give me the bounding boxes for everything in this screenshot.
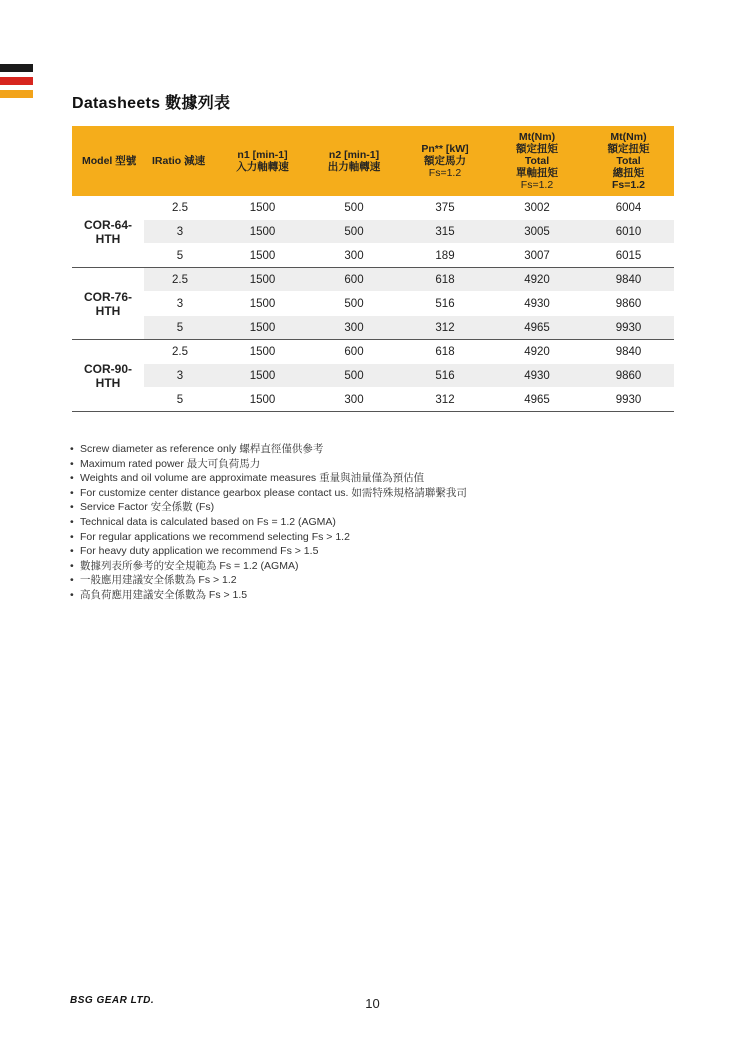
note-item: [70, 515, 467, 530]
note-item: [70, 530, 467, 545]
flag-stripe-gold: [0, 90, 33, 98]
n2-cell: 500: [309, 196, 399, 220]
model-cell: COR-90-HTH: [72, 340, 144, 412]
n1-cell: 1500: [216, 220, 309, 244]
n2-cell: 600: [309, 268, 399, 292]
mt-single-cell: 4930: [491, 292, 583, 316]
header-pn-line: Pn** [kW]: [421, 143, 469, 155]
n1-cell: 1500: [216, 268, 309, 292]
header-mt-single: [491, 126, 583, 196]
flag-stripe-red: [0, 77, 33, 85]
mt-total-cell: 9860: [583, 364, 674, 388]
bullet-icon: •: [70, 443, 74, 455]
mt-single-cell: 3005: [491, 220, 583, 244]
bullet-icon: •: [70, 545, 74, 558]
header-mt-total: [583, 126, 674, 196]
table-row: [72, 340, 674, 364]
header-mt-total-line: 總扭矩: [612, 167, 645, 179]
mt-single-cell: 3002: [491, 196, 583, 220]
header-n2: [309, 126, 399, 196]
n1-cell: 1500: [216, 340, 309, 364]
n1-cell: 1500: [216, 316, 309, 340]
note-text: 數據列表所參考的安全規範為 Fs = 1.2 (AGMA): [80, 559, 299, 572]
ratio-cell: 3: [144, 220, 216, 244]
bullet-icon: •: [70, 472, 74, 485]
datasheet-table: [72, 126, 674, 412]
note-text: Service Factor 安全係數 (Fs): [80, 501, 215, 514]
header-mt-total-line: 額定扭矩: [607, 143, 650, 155]
header-n1: [216, 126, 309, 196]
bullet-icon: •: [70, 530, 74, 543]
pn-cell: 312: [399, 316, 491, 340]
bullet-icon: •: [70, 515, 74, 528]
table-row: [72, 268, 674, 292]
mt-total-cell: 9840: [583, 268, 674, 292]
header-model: Model 型號: [72, 126, 144, 196]
note-item: [70, 457, 467, 472]
n2-cell: 300: [309, 316, 399, 340]
pn-cell: 189: [399, 244, 491, 268]
pn-cell: 516: [399, 292, 491, 316]
mt-single-cell: 4965: [491, 388, 583, 412]
note-text: Weights and oil volume are approximate measures 重量與油量僅為預估值: [80, 472, 425, 485]
header-mt-single-line: Fs=1.2: [520, 179, 554, 191]
mt-single-cell: 4965: [491, 316, 583, 340]
mt-total-cell: 9840: [583, 340, 674, 364]
n2-cell: 500: [309, 292, 399, 316]
mt-total-cell: 6015: [583, 244, 674, 268]
ratio-cell: 2.5: [144, 268, 216, 292]
note-text: Maximum rated power 最大可負荷馬力: [80, 457, 261, 470]
ratio-cell: 2.5: [144, 196, 216, 220]
note-text: For customize center distance gearbox please contact us. 如需特殊規格請聯繫我司: [80, 486, 467, 499]
model-cell: COR-64-HTH: [72, 196, 144, 268]
header-ratio: IRatio 減速: [144, 126, 216, 196]
n2-cell: 300: [309, 388, 399, 412]
n1-cell: 1500: [216, 364, 309, 388]
header-pn-line: Fs=1.2: [428, 167, 462, 179]
note-text: Screw diameter as reference only 螺桿直徑僅供參考: [80, 443, 324, 455]
table-row: [72, 244, 674, 268]
mt-single-cell: 4920: [491, 268, 583, 292]
ratio-cell: 5: [144, 388, 216, 412]
header-pn: [399, 126, 491, 196]
page-title: Datasheets 數據列表: [72, 95, 231, 112]
table-row: [72, 220, 674, 244]
pn-cell: 516: [399, 364, 491, 388]
table-row: [72, 388, 674, 412]
bullet-icon: •: [70, 501, 74, 514]
header-n2-line: 出力軸轉速: [327, 161, 381, 173]
note-item: [70, 471, 467, 486]
flag-stripe-black: [0, 64, 33, 72]
header-n1-line: 入力軸轉速: [236, 161, 289, 173]
n2-cell: 500: [309, 220, 399, 244]
table-row: [72, 316, 674, 340]
header-n2-line: n2 [min-1]: [328, 149, 380, 161]
pn-cell: 618: [399, 340, 491, 364]
bullet-icon: •: [70, 559, 74, 572]
note-text: For regular applications we recommend selecting Fs > 1.2: [80, 530, 350, 543]
header-mt-total-line: Mt(Nm): [610, 131, 647, 143]
n1-cell: 1500: [216, 292, 309, 316]
ratio-cell: 2.5: [144, 340, 216, 364]
note-text: 一般應用建議安全係數為 Fs > 1.2: [80, 574, 237, 587]
table-row: [72, 292, 674, 316]
note-text: For heavy duty application we recommend Fs > 1.5: [80, 545, 319, 558]
mt-total-cell: 9860: [583, 292, 674, 316]
header-mt-single-line: 額定扭矩: [516, 143, 558, 155]
table-row: [72, 196, 674, 220]
ratio-cell: 3: [144, 292, 216, 316]
note-text: Technical data is calculated based on Fs = 1.2 (AGMA): [80, 515, 336, 528]
pn-cell: 315: [399, 220, 491, 244]
model-cell: COR-76-HTH: [72, 268, 144, 340]
n1-cell: 1500: [216, 388, 309, 412]
pn-cell: 375: [399, 196, 491, 220]
header-mt-single-line: Mt(Nm): [518, 131, 556, 143]
n1-cell: 1500: [216, 196, 309, 220]
n2-cell: 600: [309, 340, 399, 364]
notes-list: [70, 442, 467, 603]
footer-brand-logo: BSG GEAR LTD.: [70, 995, 155, 1006]
header-mt-total-line: Total: [616, 155, 641, 167]
mt-total-cell: 6010: [583, 220, 674, 244]
page-number: 10: [365, 996, 380, 1011]
ratio-cell: 5: [144, 316, 216, 340]
header-n1-line: n1 [min-1]: [237, 149, 288, 161]
mt-total-cell: 9930: [583, 388, 674, 412]
note-item: [70, 486, 467, 501]
bullet-icon: •: [70, 574, 74, 587]
n1-cell: 1500: [216, 244, 309, 268]
ratio-cell: 5: [144, 244, 216, 268]
bullet-icon: •: [70, 486, 74, 499]
note-item: [70, 588, 467, 603]
note-item: [70, 544, 467, 559]
header-mt-single-line: Total: [524, 155, 550, 167]
mt-total-cell: 6004: [583, 196, 674, 220]
n2-cell: 300: [309, 244, 399, 268]
mt-total-cell: 9930: [583, 316, 674, 340]
header-mt-single-line: 單軸扭矩: [516, 167, 558, 179]
n2-cell: 500: [309, 364, 399, 388]
mt-single-cell: 4930: [491, 364, 583, 388]
ratio-cell: 3: [144, 364, 216, 388]
note-text: 高負荷應用建議安全係數為 Fs > 1.5: [80, 588, 248, 601]
bullet-icon: •: [70, 588, 74, 601]
header-pn-line: 額定馬力: [424, 155, 466, 167]
mt-single-cell: 4920: [491, 340, 583, 364]
header-mt-total-line: Fs=1.2: [612, 179, 645, 191]
note-item: [70, 442, 467, 457]
table-row: [72, 364, 674, 388]
table-header-row: [72, 126, 674, 196]
pn-cell: 312: [399, 388, 491, 412]
note-item: [70, 573, 467, 588]
note-item: [70, 500, 467, 515]
pn-cell: 618: [399, 268, 491, 292]
note-item: [70, 559, 467, 574]
mt-single-cell: 3007: [491, 244, 583, 268]
bullet-icon: •: [70, 457, 74, 470]
